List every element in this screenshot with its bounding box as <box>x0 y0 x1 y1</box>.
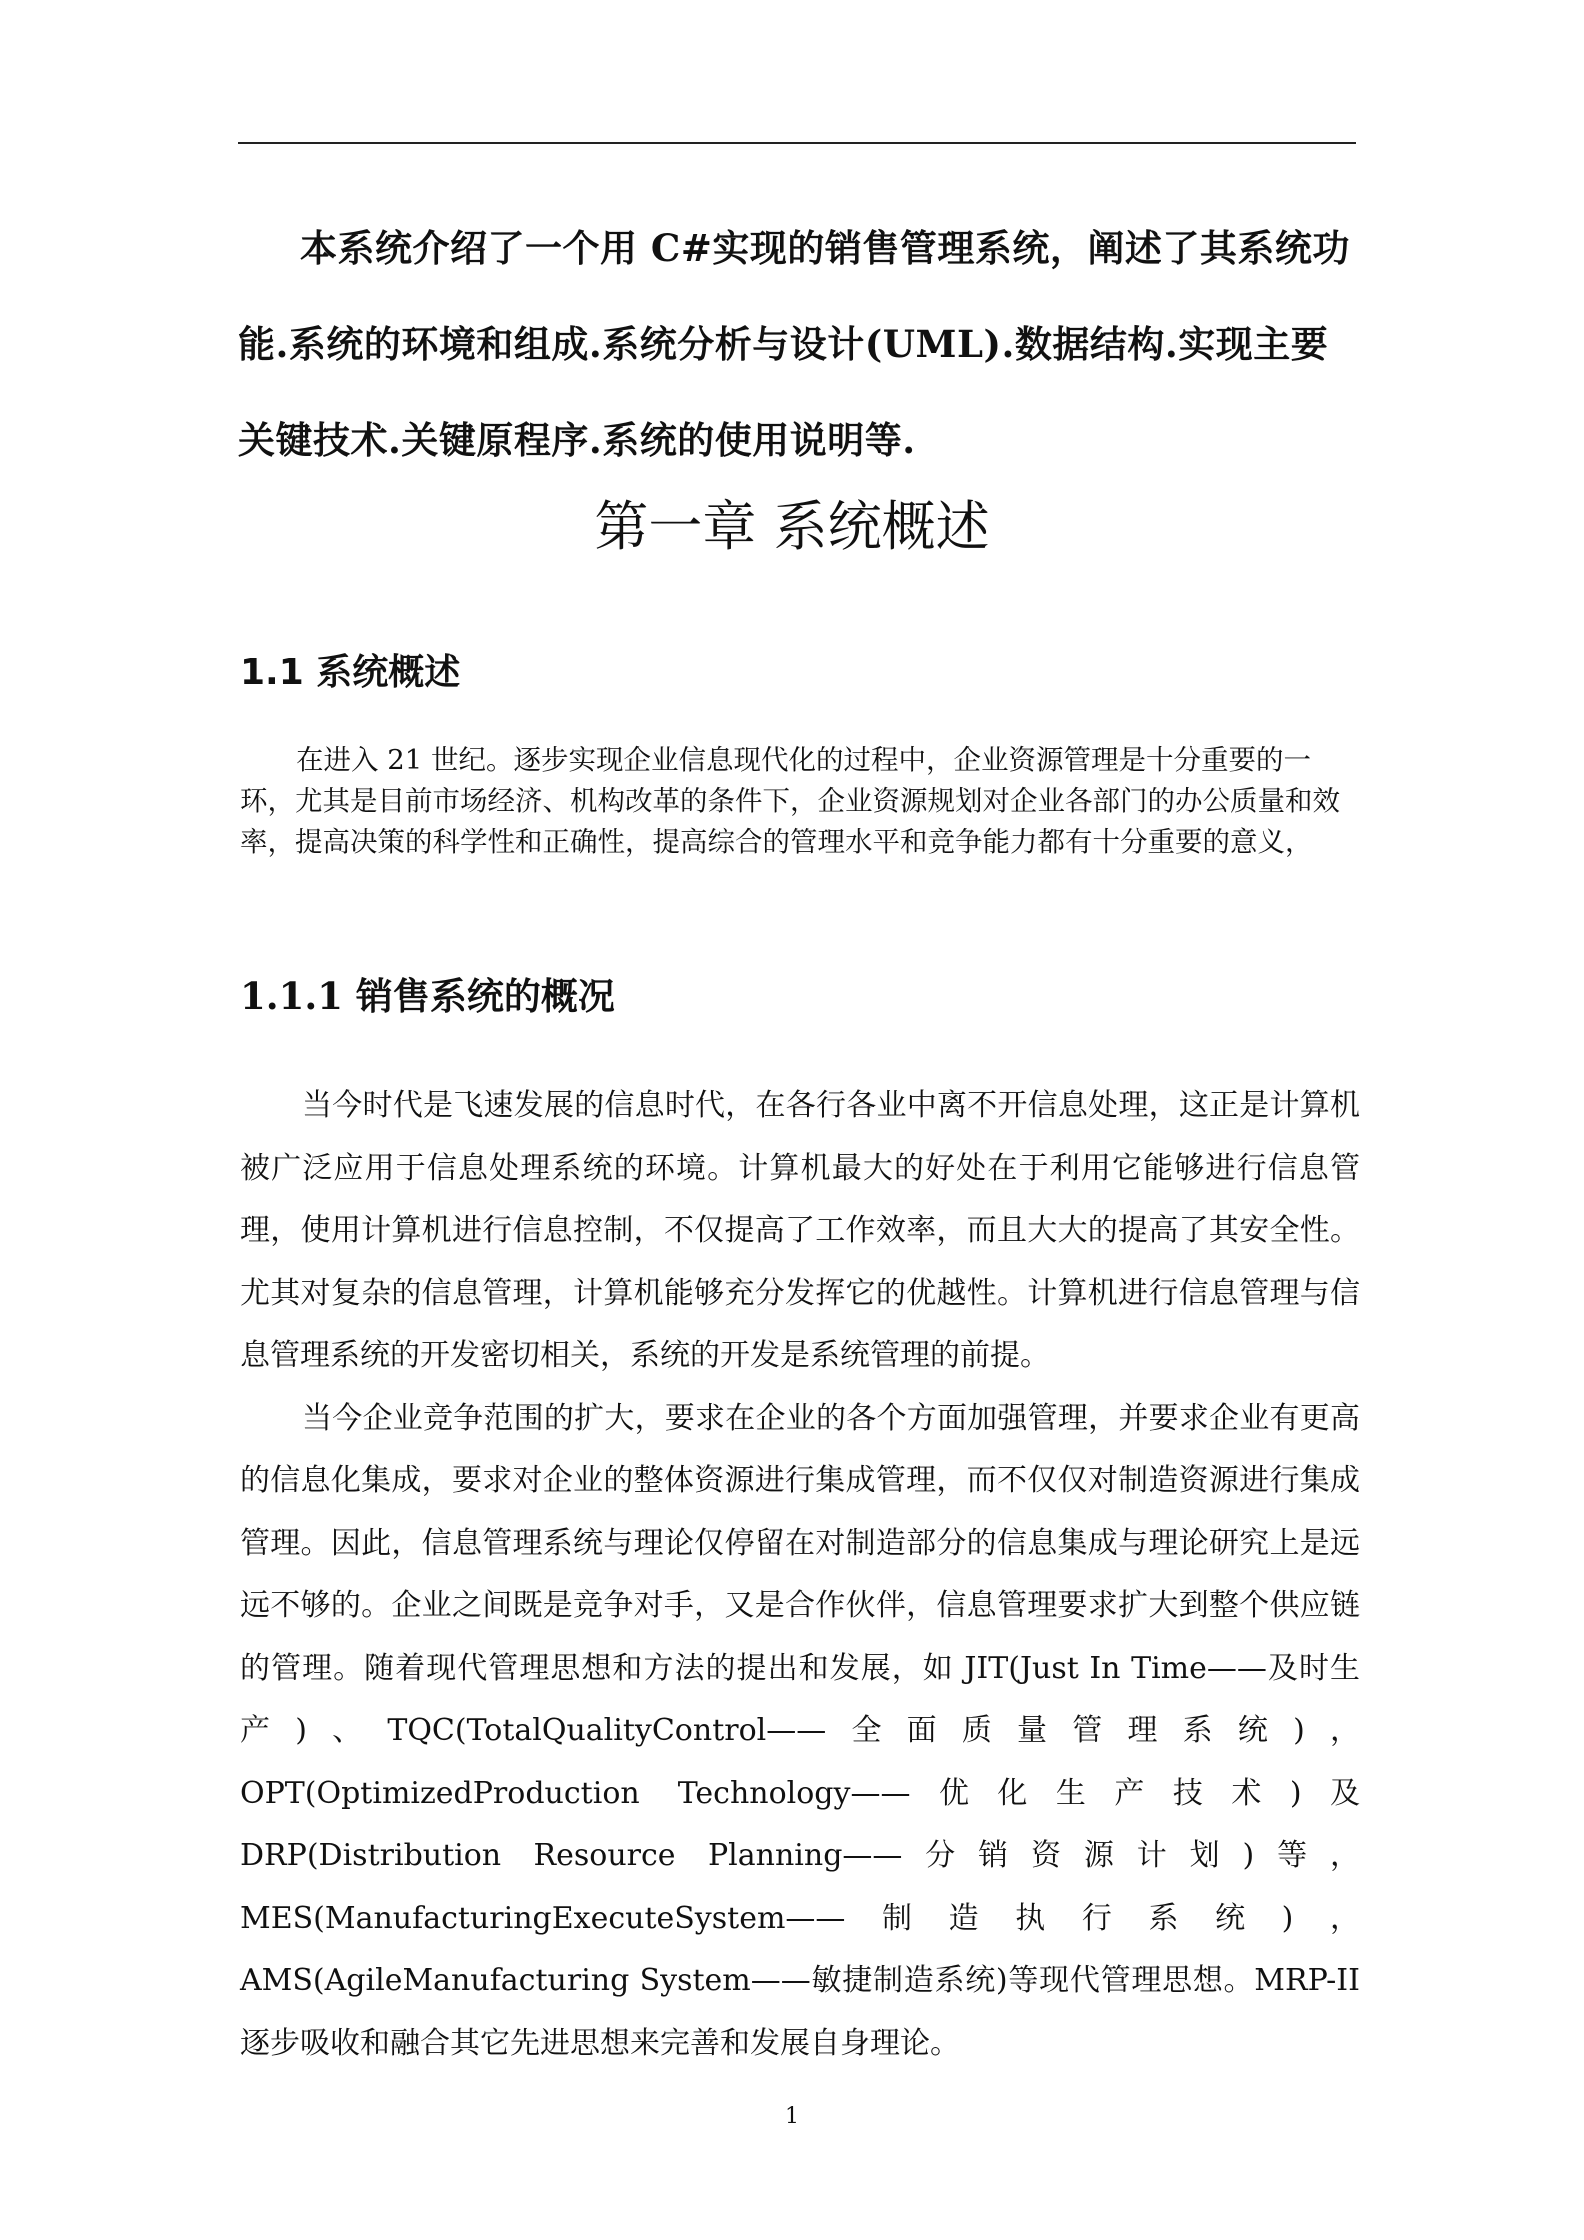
section-1-1-1-body <box>240 1075 1360 2075</box>
header-rule <box>238 142 1356 144</box>
section-1-1-paragraph: 在进入 21 世纪。逐步实现企业信息现代化的过程中，企业资源管理是十分重要的一环，尤其是目前市场经济、机构改革的条件下，企业资源规划对企业各部门的办公质量和效率，提高决策的科学性和正确性，提高综合的管理水平和竞争能力都有十分重要的意义， <box>240 744 1340 858</box>
body-paragraph: 当今企业竞争范围的扩大，要求在企业的各个方面加强管理，并要求企业有更高的信息化集成，要求对企业的整体资源进行集成管理，而不仅仅对制造资源进行集成管理。因此，信息管理系统与理论仅停留在对制造部分的信息集成与理论研究上是远远不够的。企业之间既是竞争对手，又是合作伙伴，信息管理要求扩大到整个供应链的管理。随着现代管理思想和方法的提出和发展，如 JIT(Just In Time——及时生产)、TQC(TotalQualityControl——全面质量管理系统)，OPT(OptimizedProduction Technology——优化生产技术)及 DRP(Distribution Resource Planning——分销资源计划)等，MES(ManufacturingExecuteSystem——制造执行系统)，AMS(AgileManufacturing System——敏捷制造系统)等现代管理思想。MRP-II 逐步吸收和融合其它先进思想来完善和发展自身理论。 <box>240 1400 1360 2061</box>
section-heading-1-1: 1.1 系统概述 <box>240 652 461 693</box>
chapter-title: 第一章 系统概述 <box>594 495 990 558</box>
body-paragraph: 当今时代是飞速发展的信息时代，在各行各业中离不开信息处理，这正是计算机被广泛应用于信息处理系统的环境。计算机最大的好处在于利用它能够进行信息管理，使用计算机进行信息控制，不仅提高了工作效率，而且大大的提高了其安全性。尤其对复杂的信息管理，计算机能够充分发挥它的优越性。计算机进行信息管理与信息管理系统的开发密切相关，系统的开发是系统管理的前提。 <box>240 1088 1360 1373</box>
page-number: 1 <box>785 2104 799 2129</box>
abstract-paragraph: 本系统介绍了一个用 C#实现的销售管理系统，阐述了其系统功能.系统的环境和组成.系统分析与设计(UML).数据结构.实现主要关键技术.关键原程序.系统的使用说明等. <box>238 226 1350 462</box>
section-heading-1-1-1: 1.1.1 销售系统的概况 <box>240 974 615 1018</box>
